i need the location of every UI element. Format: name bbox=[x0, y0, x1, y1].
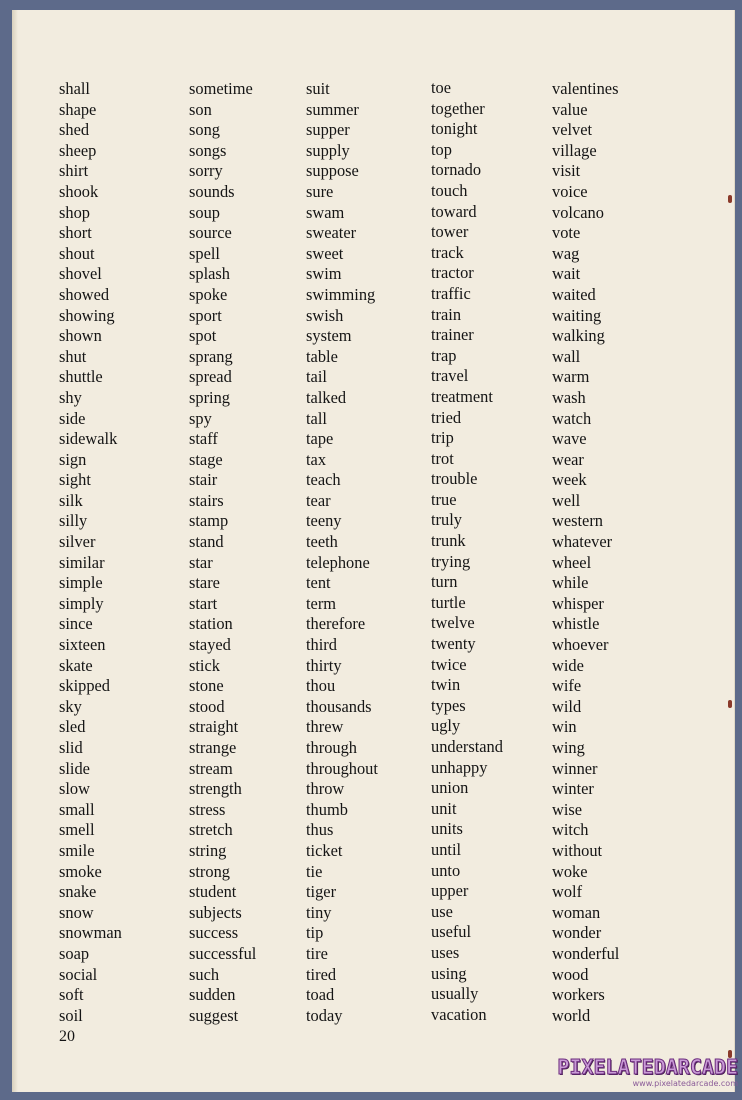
word-entry: small bbox=[59, 799, 95, 819]
word-column-2 bbox=[189, 79, 256, 1026]
word-entry: track bbox=[431, 242, 464, 262]
word-entry: walking bbox=[552, 326, 605, 346]
word-entry: shown bbox=[59, 326, 102, 346]
word-entry: through bbox=[306, 738, 357, 757]
word-entry: station bbox=[189, 614, 233, 634]
word-entry: teeth bbox=[306, 532, 338, 552]
word-entry: spoke bbox=[189, 284, 228, 304]
word-entry: swim bbox=[306, 264, 342, 284]
word-entry: therefore bbox=[306, 614, 366, 634]
word-entry: stick bbox=[189, 655, 220, 675]
word-entry: skate bbox=[59, 655, 93, 675]
word-entry: student bbox=[189, 882, 237, 902]
word-entry: winter bbox=[552, 779, 594, 799]
word-entry: stamp bbox=[189, 511, 229, 531]
word-entry: union bbox=[431, 778, 469, 798]
word-entry: stayed bbox=[189, 635, 231, 655]
word-entry: usually bbox=[431, 984, 479, 1004]
word-entry: sometime bbox=[189, 79, 253, 98]
word-entry: spring bbox=[189, 387, 230, 407]
word-entry: using bbox=[431, 963, 467, 983]
word-entry: sheep bbox=[59, 140, 97, 160]
book-page bbox=[12, 10, 735, 1092]
word-entry: throughout bbox=[306, 758, 378, 778]
word-entry: social bbox=[59, 964, 98, 984]
word-entry: wonderful bbox=[552, 943, 620, 963]
word-entry: successful bbox=[189, 943, 257, 963]
word-entry: threw bbox=[306, 717, 344, 737]
word-entry: shy bbox=[59, 387, 82, 407]
word-entry: sight bbox=[59, 470, 91, 490]
word-entry: week bbox=[552, 470, 587, 490]
word-entry: sled bbox=[59, 717, 86, 737]
word-entry: wash bbox=[552, 387, 586, 407]
word-entry: shirt bbox=[59, 161, 89, 181]
word-entry: stream bbox=[189, 758, 233, 778]
word-entry: showed bbox=[59, 284, 110, 304]
word-entry: summer bbox=[306, 99, 359, 119]
word-entry: win bbox=[552, 717, 577, 737]
page-spine-shadow bbox=[12, 10, 18, 1092]
word-entry: tie bbox=[306, 861, 323, 881]
word-entry: truly bbox=[431, 510, 462, 530]
word-entry: wear bbox=[552, 449, 584, 469]
word-entry: thirty bbox=[306, 655, 342, 675]
word-entry: wave bbox=[552, 429, 587, 449]
word-entry: tall bbox=[306, 408, 327, 428]
word-entry: sweet bbox=[306, 243, 344, 263]
word-entry: soft bbox=[59, 985, 84, 1005]
word-entry: smell bbox=[59, 820, 95, 840]
word-entry: vacation bbox=[431, 1004, 487, 1024]
word-entry: suit bbox=[306, 79, 330, 98]
word-entry: useful bbox=[431, 922, 472, 942]
word-entry: sorry bbox=[189, 161, 223, 181]
word-entry: straight bbox=[189, 717, 239, 737]
word-entry: shall bbox=[59, 79, 90, 98]
word-entry: train bbox=[431, 304, 462, 324]
word-entry: tax bbox=[306, 449, 327, 469]
word-entry: valentines bbox=[552, 79, 619, 98]
word-entry: swam bbox=[306, 202, 345, 222]
word-entry: sounds bbox=[189, 181, 235, 201]
word-entry: tractor bbox=[431, 263, 474, 283]
word-entry: trip bbox=[431, 428, 454, 448]
word-entry: stare bbox=[189, 573, 220, 593]
word-entry: thou bbox=[306, 676, 336, 696]
word-entry: trainer bbox=[431, 325, 474, 345]
word-entry: term bbox=[306, 593, 337, 613]
word-entry: snowman bbox=[59, 923, 122, 943]
word-entry: stage bbox=[189, 449, 223, 469]
watermark-url: www.pixelatedarcade.com bbox=[632, 1079, 738, 1088]
word-entry: source bbox=[189, 223, 232, 243]
word-entry: soup bbox=[189, 202, 220, 222]
word-entry: sudden bbox=[189, 985, 236, 1005]
word-entry: subjects bbox=[189, 902, 242, 922]
word-entry: whistle bbox=[552, 614, 600, 634]
word-entry: western bbox=[552, 511, 603, 531]
word-entry: system bbox=[306, 326, 352, 346]
word-entry: tried bbox=[431, 407, 462, 427]
word-entry: today bbox=[306, 1005, 343, 1025]
word-entry: twice bbox=[431, 654, 467, 674]
word-entry: stood bbox=[189, 696, 225, 716]
word-entry: sky bbox=[59, 696, 82, 716]
word-entry: unhappy bbox=[431, 757, 488, 777]
word-entry: swimming bbox=[306, 284, 376, 304]
word-entry: shook bbox=[59, 181, 99, 201]
word-entry: wonder bbox=[552, 923, 602, 943]
word-entry: stone bbox=[189, 676, 224, 696]
word-entry: world bbox=[552, 1005, 591, 1025]
word-column-3 bbox=[306, 79, 378, 1026]
word-entry: thousands bbox=[306, 696, 372, 716]
word-entry: showing bbox=[59, 305, 115, 325]
word-entry: turn bbox=[431, 572, 458, 592]
word-entry: supper bbox=[306, 120, 350, 140]
word-entry: units bbox=[431, 819, 463, 839]
word-entry: velvet bbox=[552, 120, 593, 140]
word-entry: watch bbox=[552, 408, 592, 428]
word-entry: stretch bbox=[189, 820, 233, 840]
word-entry: trouble bbox=[431, 469, 478, 489]
word-entry: sixteen bbox=[59, 635, 106, 655]
word-entry: wing bbox=[552, 738, 585, 757]
word-entry: well bbox=[552, 490, 581, 510]
word-entry: witch bbox=[552, 820, 589, 840]
word-entry: soil bbox=[59, 1005, 83, 1025]
word-entry: waiting bbox=[552, 305, 602, 325]
word-entry: success bbox=[189, 923, 239, 943]
word-entry: splash bbox=[189, 264, 230, 284]
word-entry: thumb bbox=[306, 799, 348, 819]
word-entry: trap bbox=[431, 345, 457, 365]
word-entry: voice bbox=[552, 181, 588, 201]
word-entry: understand bbox=[431, 737, 503, 756]
word-entry: upper bbox=[431, 881, 469, 901]
word-entry: slid bbox=[59, 738, 83, 757]
word-entry: uses bbox=[431, 942, 460, 962]
word-entry: ugly bbox=[431, 716, 461, 736]
word-entry: tower bbox=[431, 222, 469, 242]
word-entry: trunk bbox=[431, 531, 466, 551]
word-entry: telephone bbox=[306, 552, 370, 572]
word-entry: types bbox=[431, 695, 466, 715]
word-entry: tornado bbox=[431, 160, 482, 180]
word-entry: tired bbox=[306, 964, 337, 984]
word-entry: supply bbox=[306, 140, 350, 160]
word-entry: silk bbox=[59, 490, 83, 510]
word-entry: stand bbox=[189, 532, 224, 552]
word-entry: since bbox=[59, 614, 93, 634]
word-entry: sidewalk bbox=[59, 429, 118, 449]
word-entry: wait bbox=[552, 264, 581, 284]
word-entry: village bbox=[552, 140, 597, 160]
word-entry: trot bbox=[431, 448, 454, 468]
word-entry: strong bbox=[189, 861, 230, 881]
word-entry: wag bbox=[552, 243, 580, 263]
word-entry: smile bbox=[59, 840, 95, 860]
word-entry: side bbox=[59, 408, 86, 428]
word-entry: star bbox=[189, 552, 213, 572]
word-entry: suggest bbox=[189, 1005, 239, 1025]
word-entry: table bbox=[306, 346, 338, 366]
word-entry: treatment bbox=[431, 386, 493, 406]
word-entry: whoever bbox=[552, 635, 609, 655]
word-entry: whisper bbox=[552, 593, 604, 613]
word-entry: value bbox=[552, 99, 588, 119]
word-entry: sprang bbox=[189, 346, 233, 366]
word-entry: shovel bbox=[59, 264, 102, 284]
page-number: 20 bbox=[59, 1028, 75, 1045]
word-entry: tip bbox=[306, 923, 324, 943]
word-entry: wolf bbox=[552, 882, 583, 902]
word-entry: tire bbox=[306, 943, 328, 963]
word-entry: skipped bbox=[59, 676, 110, 696]
word-entry: short bbox=[59, 223, 92, 243]
word-entry: visit bbox=[552, 161, 581, 181]
word-entry: without bbox=[552, 840, 603, 860]
word-entry: shout bbox=[59, 243, 95, 263]
word-entry: wise bbox=[552, 799, 583, 819]
word-entry: shop bbox=[59, 202, 90, 222]
word-entry: twenty bbox=[431, 634, 476, 654]
word-entry: woman bbox=[552, 902, 601, 922]
word-entry: suppose bbox=[306, 161, 359, 181]
word-entry: shuttle bbox=[59, 367, 103, 387]
word-entry: start bbox=[189, 593, 218, 613]
word-entry: slide bbox=[59, 758, 90, 778]
word-entry: wood bbox=[552, 964, 589, 984]
word-entry: snake bbox=[59, 882, 97, 902]
word-entry: twin bbox=[431, 675, 461, 695]
word-entry: unto bbox=[431, 860, 461, 880]
word-entry: string bbox=[189, 840, 227, 860]
word-entry: true bbox=[431, 489, 457, 509]
word-entry: toad bbox=[306, 985, 335, 1005]
word-entry: toe bbox=[431, 78, 452, 97]
word-entry: strange bbox=[189, 738, 237, 757]
word-entry: song bbox=[189, 120, 220, 140]
word-entry: tent bbox=[306, 573, 331, 593]
word-entry: warm bbox=[552, 367, 590, 387]
word-entry: stairs bbox=[189, 490, 224, 510]
word-entry: wheel bbox=[552, 552, 592, 572]
word-entry: tail bbox=[306, 367, 327, 387]
word-entry: until bbox=[431, 839, 462, 859]
word-column-5 bbox=[552, 79, 619, 1026]
word-entry: winner bbox=[552, 758, 598, 778]
word-entry: thus bbox=[306, 820, 334, 840]
word-entry: sport bbox=[189, 305, 222, 325]
word-entry: simply bbox=[59, 593, 104, 613]
word-entry: sure bbox=[306, 181, 334, 201]
word-entry: vote bbox=[552, 223, 581, 243]
word-entry: wild bbox=[552, 696, 582, 716]
word-entry: touch bbox=[431, 180, 468, 200]
word-entry: sign bbox=[59, 449, 87, 469]
word-entry: trying bbox=[431, 551, 471, 571]
word-column-4 bbox=[431, 78, 503, 1025]
word-entry: sweater bbox=[306, 223, 357, 243]
word-entry: smoke bbox=[59, 861, 102, 881]
word-entry: top bbox=[431, 139, 452, 159]
word-entry: twelve bbox=[431, 613, 475, 633]
word-entry: third bbox=[306, 635, 337, 655]
word-entry: shed bbox=[59, 120, 90, 140]
word-entry: staff bbox=[189, 429, 218, 449]
word-entry: together bbox=[431, 98, 485, 118]
word-entry: wall bbox=[552, 346, 581, 366]
binding-mark bbox=[728, 195, 732, 203]
word-entry: unit bbox=[431, 798, 457, 818]
word-entry: teach bbox=[306, 470, 341, 490]
word-entry: spy bbox=[189, 408, 212, 428]
word-entry: whatever bbox=[552, 532, 613, 552]
word-entry: talked bbox=[306, 387, 347, 407]
binding-mark bbox=[728, 700, 732, 708]
word-entry: shut bbox=[59, 346, 87, 366]
word-entry: use bbox=[431, 901, 453, 921]
word-entry: ticket bbox=[306, 840, 343, 860]
word-entry: spread bbox=[189, 367, 232, 387]
word-entry: tiny bbox=[306, 902, 332, 922]
word-entry: snow bbox=[59, 902, 94, 922]
word-entry: tear bbox=[306, 490, 331, 510]
word-entry: traffic bbox=[431, 283, 471, 303]
word-entry: wife bbox=[552, 676, 582, 696]
word-entry: such bbox=[189, 964, 220, 984]
word-entry: woke bbox=[552, 861, 588, 881]
word-entry: soap bbox=[59, 943, 90, 963]
word-entry: turtle bbox=[431, 592, 466, 612]
word-entry: wide bbox=[552, 655, 584, 675]
word-entry: workers bbox=[552, 985, 605, 1005]
word-entry: swish bbox=[306, 305, 344, 325]
word-entry: shape bbox=[59, 99, 97, 119]
word-entry: songs bbox=[189, 140, 227, 160]
word-entry: spell bbox=[189, 243, 220, 263]
word-entry: tonight bbox=[431, 119, 478, 139]
watermark-logo: PIXELATEDARCADE bbox=[557, 1055, 738, 1079]
word-entry: tape bbox=[306, 429, 334, 449]
word-entry: stress bbox=[189, 799, 226, 819]
word-entry: silver bbox=[59, 532, 96, 552]
word-entry: teeny bbox=[306, 511, 342, 531]
word-entry: waited bbox=[552, 284, 596, 304]
word-entry: similar bbox=[59, 552, 105, 572]
word-entry: simple bbox=[59, 573, 103, 593]
word-entry: strength bbox=[189, 779, 242, 799]
word-entry: while bbox=[552, 573, 589, 593]
word-entry: slow bbox=[59, 779, 90, 799]
word-entry: silly bbox=[59, 511, 88, 531]
word-entry: toward bbox=[431, 201, 477, 221]
word-entry: spot bbox=[189, 326, 217, 346]
word-column-1 bbox=[59, 79, 122, 1026]
word-entry: throw bbox=[306, 779, 345, 799]
word-entry: tiger bbox=[306, 882, 337, 902]
word-entry: stair bbox=[189, 470, 218, 490]
watermark bbox=[557, 1055, 738, 1088]
word-entry: volcano bbox=[552, 202, 604, 222]
word-entry: son bbox=[189, 99, 212, 119]
word-entry: travel bbox=[431, 366, 469, 386]
